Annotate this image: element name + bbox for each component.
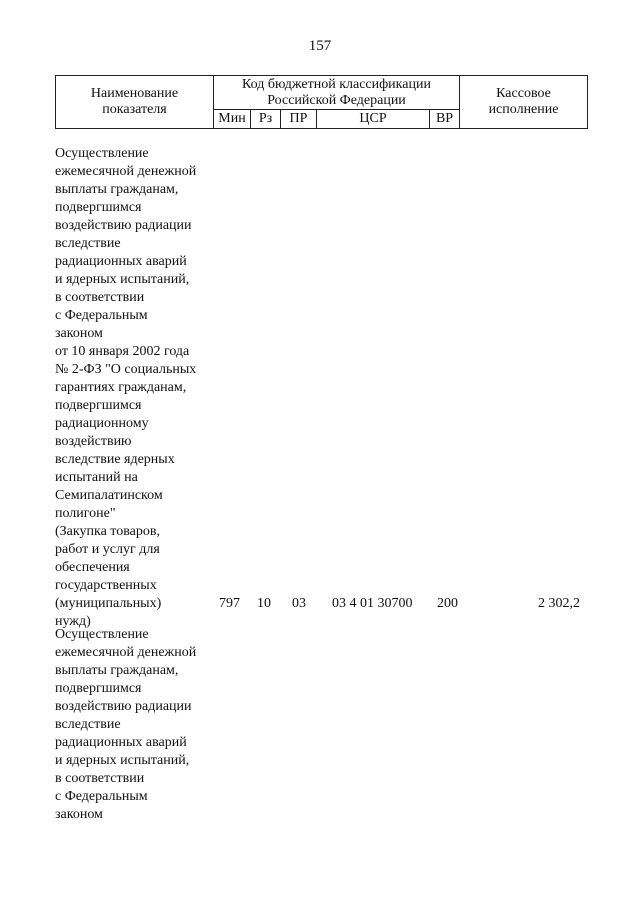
header-csr: ЦСР: [317, 110, 430, 129]
table-header: [55, 75, 588, 129]
header-amount-column: [460, 76, 588, 129]
cell-rz: 10: [257, 596, 271, 611]
header-name-column: [56, 76, 214, 129]
header-min: Мин: [214, 110, 251, 129]
header-code-group: [214, 76, 460, 110]
header-rz: Рз: [251, 110, 281, 129]
row-codes: [55, 595, 595, 613]
header-vr: ВР: [430, 110, 460, 129]
cell-min: 797: [219, 596, 240, 611]
table-row: [55, 145, 595, 629]
cell-vr: 200: [437, 596, 458, 611]
header-pr: ПР: [281, 110, 317, 129]
row-description: Осуществление ежемесячной денежной выплаты гражданам, подвергшимся воздействию радиации вследствие радиационных аварий и ядерных испытаний, в соответствии с Федеральным законом от 10 января 2002 года № 2-ФЗ "О социальных гарантиях гражданам, подвергшимся радиационному воздействию вследствие ядерных испытаний на Семипалатинском полигоне" (Закупка товаров, работ и услуг для обеспечения государственных (муниципальных) нужд): [55, 146, 197, 629]
header-code-group-label: Код бюджетной классификации Российской Федерации: [242, 76, 431, 108]
row-description: Осуществление ежемесячной денежной выплаты гражданам, подвергшимся воздействию радиации вследствие радиационных аварий и ядерных испытаний, в соответствии с Федеральным законом: [55, 627, 197, 822]
cell-amount: 2 302,2: [538, 596, 580, 611]
cell-csr: 03 4 01 30700: [332, 596, 413, 611]
cell-pr: 03: [292, 596, 306, 611]
header-name-label: Наименование показателя: [90, 86, 179, 117]
header-amount-label: Кассовое исполнение: [488, 86, 559, 117]
table-row: [55, 626, 595, 826]
page-number: 157: [308, 38, 332, 54]
